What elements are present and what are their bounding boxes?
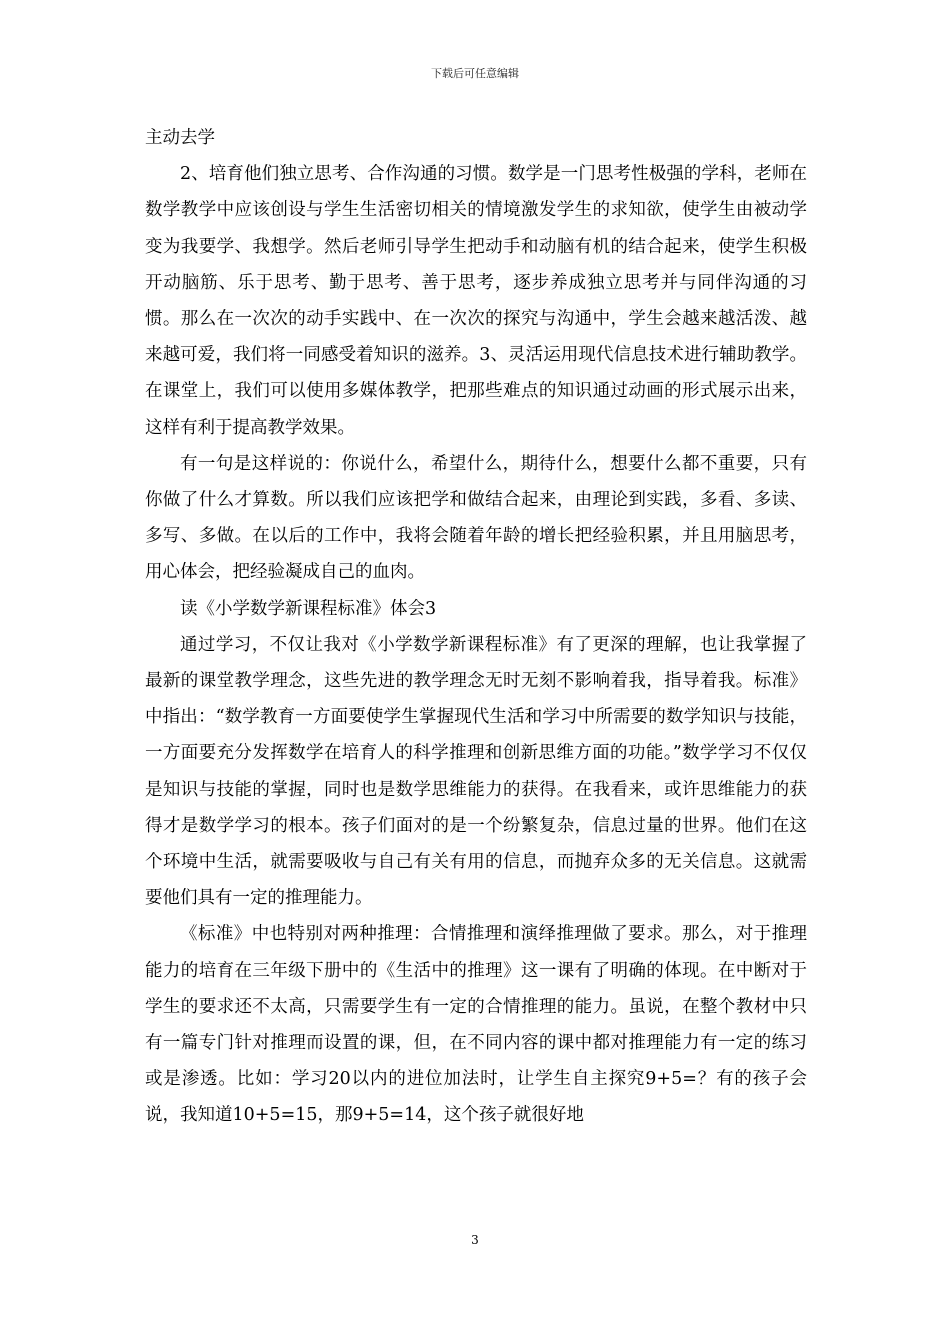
page-number: 3 <box>471 1233 479 1247</box>
paragraph-reasoning: 《标准》中也特别对两种推理：合情推理和演绎推理做了要求。那么，对于推理能力的培育在三年级下册中的《生活中的推理》这一课有了明确的体现。在中断对于学生的要求还不太高，只需要学生有一定的合情推理的能力。虽说，在整个教材中只有一篇专门针对推理而设置的课，但，在不同内容的课中都对推理能力有一定的练习或是渗透。比如：学习20以内的进位加法时，让学生自主探究9+5=？有的孩子会说，我知道10+5=15，那9+5=14，这个孩子就很好地 <box>145 924 807 1126</box>
paragraph-learning: 通过学习，不仅让我对《小学数学新课程标准》有了更深的理解，也让我掌握了最新的课堂教学理念，这些先进的教学理念无时无刻不影响着我，指导着我。标准》中指出：“数学教育一方面要使学生掌握现代生活和学习中所需要的数学知识与技能，一方面要充分发挥数学在培育人的科学推理和创新思维方面的功能。”数学学习不仅仅是知识与技能的掌握，同时也是数学思维能力的获得。在我看来，或许思维能力的获得才是数学学习的根本。孩子们面对的是一个纷繁复杂，信息过量的世界。他们在这个环境中生活，就需要吸收与自己有关有用的信息，而抛弃众多的无关信息。这就需要他们具有一定的推理能力。 <box>145 634 807 909</box>
paragraph-practice: 有一句是这样说的：你说什么，希望什么，期待什么，想要什么都不重要，只有你做了什么才算数。所以我们应该把学和做结合起来，由理论到实践，多看、多读、多写、多做。在以后的工作中，我将会随着年龄的增长把经验积累，并且用脑思考，用心体会，把经验凝成自己的血肉。 <box>145 453 807 583</box>
document-body <box>145 120 807 1134</box>
paragraph-habits: 2、培育他们独立思考、合作沟通的习惯。数学是一门思考性极强的学科，老师在数学教学中应该创设与学生生活密切相关的情境激发学生的求知欲，使学生由被动学变为我要学、我想学。然后老师引导学生把动手和动脑有机的结合起来，使学生积极开动脑筋、乐于思考、勤于思考、善于思考，逐步养成独立思考并与同伴沟通的习惯。那么在一次次的动手实践中、在一次次的探究与沟通中，学生会越来越活泼、越来越可爱，我们将一同感受着知识的滋养。3、灵活运用现代信息技术进行辅助教学。在课堂上，我们可以使用多媒体教学，把那些难点的知识通过动画的形式展示出来，这样有利于提高教学效果。 <box>145 164 807 438</box>
paragraph-continuation: 主动去学 <box>145 128 215 148</box>
page-header: 下载后可任意编辑 <box>431 67 519 80</box>
section-title: 读《小学数学新课程标准》体会3 <box>180 598 437 619</box>
